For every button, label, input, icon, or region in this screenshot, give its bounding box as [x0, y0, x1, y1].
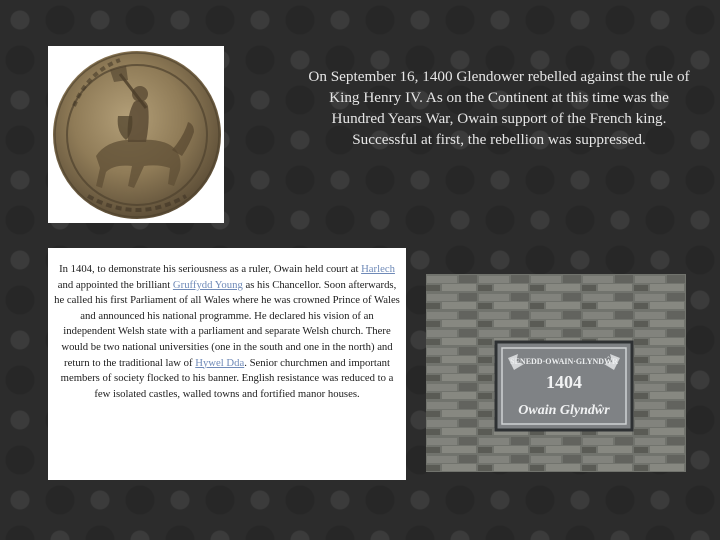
- intro-paragraph: On September 16, 1400 Glendower rebelled against the rule of King Henry IV. As on the Continent at this time was the Hundred Years War, Owain support of the French king. Successful at first, the rebellion was suppressed.: [308, 68, 690, 148]
- plaque-year: 1404: [546, 372, 582, 392]
- wax-seal-illustration: [48, 46, 224, 223]
- hywel-dda-link[interactable]: Hywel Dda: [195, 356, 245, 369]
- seal-image: [48, 46, 224, 223]
- panel-text-1: In 1404, to demonstrate his seriousness as a ruler, Owain held court at: [59, 263, 362, 275]
- plaque-image: [426, 274, 686, 472]
- panel-text-3: as his Chancellor. Soon afterwards, he called his first Parliament of all Wales where he was crowned Prince of Wales and announced his national programme. He declared his vision of an independent Welsh state with a parliament and separate Welsh church. There would be two national universities (one in the south and one in the north) and return to the traditional law of: [54, 278, 400, 369]
- stone-wall-photo: [426, 274, 686, 472]
- plaque-inscription-top: SENEDD·OWAIN·GLYNDŴR: [510, 357, 618, 366]
- harlech-link[interactable]: Harlech: [361, 263, 395, 275]
- panel-text-2: and appointed the brilliant: [57, 278, 173, 291]
- panel-text-4: . Senior churchmen and important members of society flocked to his banner. English resistance was reduced to a few isolated castles, walled towns and fortified manor houses.: [60, 356, 394, 400]
- panel-paragraph: [54, 262, 400, 402]
- gruffydd-young-link[interactable]: Gruffydd Young: [172, 278, 243, 291]
- plaque-name: Owain Glyndŵr: [518, 403, 610, 418]
